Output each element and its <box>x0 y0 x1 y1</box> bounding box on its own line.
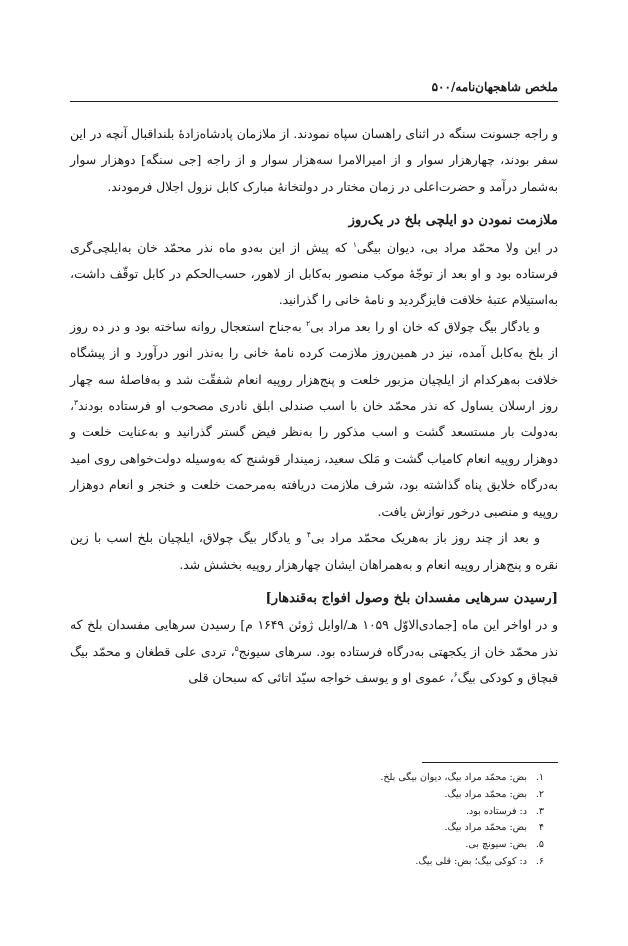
footnote-text: بض: محمّد مراد بیگ، دیوان بیگی بلخ. <box>380 772 527 783</box>
paragraph: و راجه جسونت سنگه در اثنای راهسان سپاه نمودند. از ملازمان پادشاه‌زادهٔ بلنداقبال آنچه در این سفر بودند، چهارهزار سوار و از امیرالامرا سه‌هزار سوار و از راجه [جی سنگه] دوهزار سوار به‌شمار درآمد و حضرت‌اعلی در زمان مختار در دولتخانهٔ مبارک کابل نزول اجلال فرمودند. <box>70 127 558 194</box>
section-heading: ملازمت نمودن دو ایلچی بلخ در یک‌روز <box>348 213 558 229</box>
footnote-marker: ۵ <box>234 643 239 653</box>
footnote-marker: ۲ <box>306 318 311 328</box>
paragraph <box>70 525 558 578</box>
paragraph-text: و یادگار بیگ چولاق که خان او را بعد مراد بی <box>310 319 540 334</box>
footnote-text: بض: محمّد مراد بیگ. <box>444 822 527 834</box>
paragraph-text: که پیش از این به‌دو ماه نذر محمّد خان به‌ایلچی‌گری فرستاده بود و او بعد از توجّهٔ موکب منصور به‌کابل از لاهور، حسب‌الحکم در کابل توقّف داشت، به‌استیلام عتبهٔ خلافت فایزگردید و نامهٔ خانی را گذرانید. <box>70 240 558 308</box>
footnote-text: بض: سیونچ بی. <box>465 839 527 851</box>
footnote-number: ۱. <box>535 772 544 783</box>
footnote-number: ۵. <box>535 839 544 851</box>
paragraph <box>70 612 558 691</box>
footnote-number: ۳. <box>535 805 544 817</box>
header-rule <box>70 101 558 102</box>
footnote-item <box>380 837 544 854</box>
footnote-item <box>380 820 544 837</box>
paragraph-text: در این ولا محمّد مراد بی، دیوان بیگی <box>356 240 558 255</box>
paragraph-text: به‌جناح استعجال روانه ساخته بود و در ده روز از بلخ به‌کابل آمده، نیز در همین‌روز ملازمت کرده نامهٔ خانی را به‌نذر انور درآورد و از پیشگاه خلافت به‌هرکدام از ایلچیان مزبور خلعت و پنج‌هزار روپیه انعام شفقّت شد و به‌فاصلهٔ سه چهار روز ارسلان یساول که نذر محمّد خان با اسب صندلی ابلق نادری مصحوب او فرستاده بودند <box>70 319 558 414</box>
running-head: ملخص شاهجهان‌نامه/۵۰۰ <box>431 80 558 94</box>
footnote-text: بض: محمّد مراد بیگ. <box>444 788 527 800</box>
body-text <box>70 121 558 692</box>
footnote-marker: ۶ <box>453 670 458 680</box>
footnote-text: د: فرستاده بود. <box>465 805 527 817</box>
footnote-text: د: کوکی بیگ؛ بض: قلی بیگ. <box>415 855 527 867</box>
footnotes <box>380 770 544 871</box>
paragraph <box>70 314 558 525</box>
paragraph-text: ، به‌دولت بار مستسعد گشت و اسب مذکور را به‌نظر فیض گستر گذرانید و به‌عنایت خلعت و دوهزار روپیه انعام کامیاب گشت و مَلک سعید، زمیندار قوشنج که به‌وسیله دولت‌خواهی روی امید به‌درگاه خلایق پناه گذاشته بود، شرف ملازمت دریافته به‌مرحمت خلعت و خنجر و انعام دوهزار روپیه و منصبی درخور نوازش یافت. <box>70 399 558 519</box>
footnote-number: ۲. <box>535 788 544 800</box>
footnote-item <box>380 770 544 787</box>
paragraph-text: و در اواخر این ماه [جمادی‌الاوّل ۱۰۵۹ هـ/اوایل ژوئن ۱۶۴۹ م] رسیدن سرهایی مفسدان بلخ که نذر محمّد خان از یکجهتی به‌درگاه فرستاده بود. سرهای سیونج <box>70 618 558 659</box>
footnote-marker: ۴ <box>306 530 311 540</box>
paragraph-text: ، تردی علی قطغان و محمّد بیگ قبچاق و کودکی بیگ <box>70 644 558 686</box>
paragraph-text: و بعد از چند روز باز به‌هریک محمّد مراد بی <box>310 531 540 546</box>
footnote-item <box>380 804 544 821</box>
footnote-item <box>380 787 544 804</box>
footnote-rule <box>422 762 558 763</box>
footnote-number: ۶. <box>535 855 544 867</box>
section-heading: [رسیدن سرهایی مفسدان بلخ وصول افواج به‌قندهار] <box>265 590 558 606</box>
paragraph <box>70 235 558 314</box>
footnote-marker: ۳ <box>73 398 79 408</box>
footnote-item <box>380 854 544 871</box>
footnote-marker: ۱ <box>352 239 357 249</box>
paragraph-text: و یادگار بیگ چولاق، ایلچیان بلخ اسب با زین نقره و پنج‌هزار روپیه انعام و به‌همراهان ایشان چهارهزار روپیه بخشش شد. <box>70 531 558 572</box>
paragraph-text: ، عموی او و یوسف خواجه سیّد اتائی که سبحان قلی <box>188 671 454 686</box>
footnote-number: ۴ <box>538 822 544 834</box>
